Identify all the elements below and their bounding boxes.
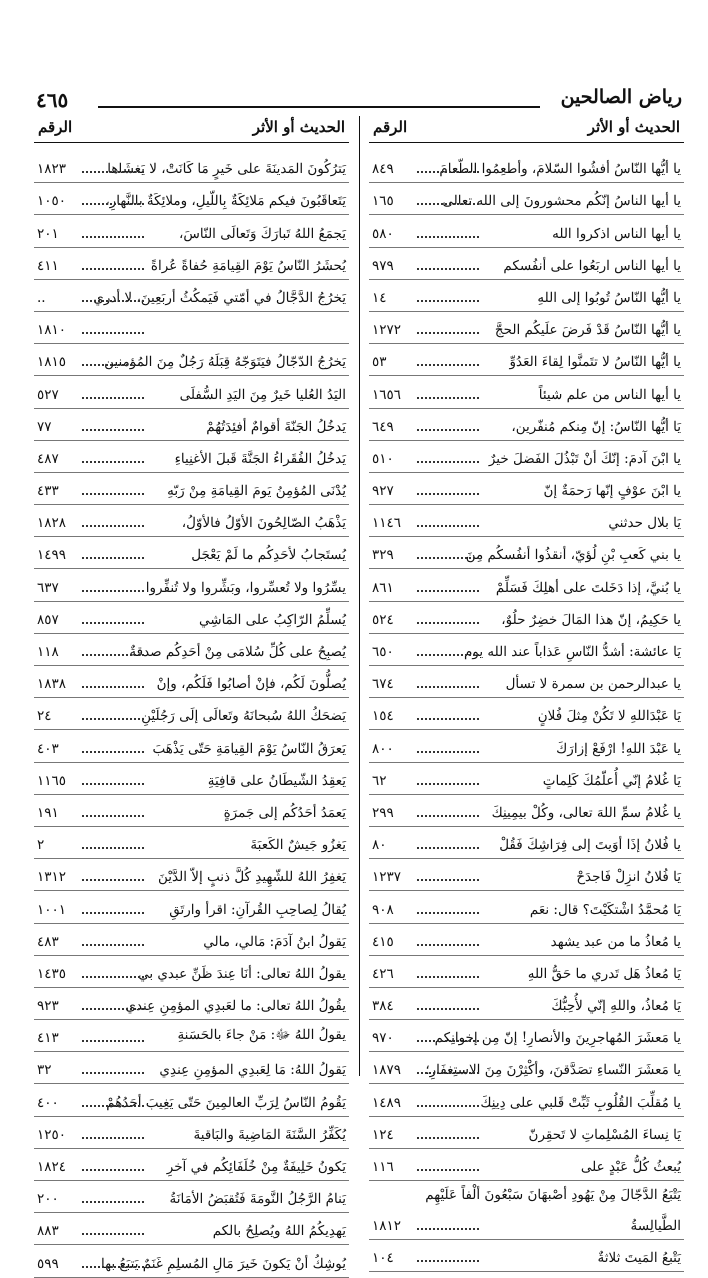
hadith-number: ١٦٥ [372,193,394,210]
leader-dots [82,1266,144,1268]
index-entry [369,473,684,505]
index-entry [369,698,684,730]
hadith-text: يقولُ اللهُ ﷻ: مَنْ جاءَ بالحَسَنةِ [177,1027,346,1044]
hadith-text: يَا مُحمَّدُ اشْتكَيْتَ؟ قال: نعَم [529,901,681,918]
leader-dots [82,1169,144,1171]
index-entry [34,795,349,827]
leader-dots [82,397,144,399]
leader-dots [417,429,479,431]
hadith-text: يسِّرُوا ولا تُعسِّروا، وبَشِّروا ولا تُنفِّروا [145,579,346,596]
hadith-number: ١٩١ [37,804,59,821]
hadith-text: يَعقِدُ الشّيطَانُ على قافِيَةِ [207,772,346,789]
index-entry [34,859,349,891]
hadith-number: ٤٨٣ [37,933,59,950]
leader-dots [82,557,144,559]
index-entry [34,1084,349,1116]
hadith-text: يا مَعشَرَ النّساءِ تصَدَّقنَ، وأكْثِرْنَ مِنَ الاستِغفَارِ؛ [425,1062,681,1079]
hadith-number: ١٨٢٨ [37,515,67,532]
index-entry [369,1020,684,1052]
index-entry [34,827,349,859]
leader-dots [82,1137,144,1139]
index-entry [369,344,684,376]
hadith-number: ٢ [37,837,45,854]
hadith-number: ٥١٠ [372,450,394,467]
index-entry [34,248,349,280]
hadith-number: ٨٥٧ [37,611,59,628]
index-entry [34,473,349,505]
hadith-text: يا عَبْدَ اللهِ! ارْفَعْ إزارَكَ [556,740,681,757]
hadith-text: يا أيُّها النّاسُ أفشُوا السّلامَ، وأطعِمُوا الطّعامَ [439,161,681,178]
hadith-number: ٦٥٠ [372,644,394,660]
hadith-number: ١٤٩٩ [37,547,67,564]
index-entry [34,505,349,537]
hadith-text: الطَّيالِسةُ [630,1218,681,1235]
leader-dots [417,1040,479,1042]
hadith-number: ٩٢٣ [37,998,59,1015]
hadith-number: ٥٢٧ [37,386,59,403]
number-column-heading: الرقم [373,118,408,136]
hadith-number: ١٢٥٠ [37,1126,67,1143]
right-entries [369,151,684,1272]
leader-dots [417,879,479,881]
hadith-number: ٤١٣ [37,1030,59,1047]
leader-dots [82,718,144,720]
hadith-text: يَقولُ ابنُ آدَمَ: مَالي، مالي [203,933,346,950]
hadith-number: ٦٢ [372,772,387,789]
hadith-text: يَا عائشة: أشدُّ النّاسِ عَذاباً عند الله يوم [464,644,681,660]
hadith-number: ٢٠٠ [37,1191,59,1208]
hadith-number: ٤١٥ [372,933,394,950]
leader-dots [417,783,479,785]
leader-dots [82,1105,144,1107]
hadith-number: ٧٧ [37,418,52,435]
hadith-number: ١٨٢٣ [37,161,67,178]
index-entry [369,859,684,891]
hadith-number: ٩٠٨ [372,901,394,918]
leader-dots [82,879,144,881]
hadith-text: يَا عَبْدَاللهِ لا تَكُنْ مِثلَ فُلانٍ [537,708,681,725]
hadith-number: ١٨١٥ [37,354,67,371]
leader-dots [417,847,479,849]
hadith-number: ١١٦ [372,1159,394,1175]
hadith-text: يا مَعشَرَ المُهاجرِينَ والأنصارِ! إنّ مِن إخوانِكم [434,1030,681,1047]
leader-dots [82,654,144,656]
leader-dots [417,236,479,238]
index-entry [34,602,349,634]
hadith-number: ٦٤٩ [372,418,394,435]
hadith-number: ١٢٣٧ [372,869,402,886]
leader-dots [417,1008,479,1010]
hadith-text: يَترُكُونَ المَدينَةَ على خَيرٍ مَا كَانَتْ، لا يَغشَاها [107,161,346,178]
hadith-text: يا ابْنَ عوْفٍ إنّها رَحمَةٌ إنّ [543,483,681,500]
hadith-text: يا عبدالرحمن بن سمرة لا تسأل [505,676,681,693]
hadith-number: ١٨١٢ [372,1218,402,1235]
hadith-number: ١٠٠١ [37,901,67,918]
leader-dots [417,944,479,946]
hadith-text: يا أيُّها النّاسُ لا تتَمنَّوا لِقاءَ العَدُوِّ [509,354,681,371]
hadith-number: ٥٨٠ [372,225,394,242]
index-entry [369,924,684,956]
leader-dots [417,1228,479,1230]
hadith-number: ١٥٤ [372,708,394,725]
leader-dots [82,590,144,592]
hadith-text: يَتْبَعُ الدَّجّالَ مِنْ يَهُودِ أصْبهَانَ سَبْعُونَ ألْفاً عَلَيْهِم [425,1187,681,1203]
hadith-text: يقُولُ اللهُ تعالى: ما لعَبدِي المؤمِنِ عِندي [125,998,346,1015]
leader-dots [417,397,479,399]
index-entry [369,666,684,698]
hadith-text: يَا أيُّها النّاسُ: إنّ مِنكم مُنفّرين، [511,418,681,435]
hadith-number: ٥٩٩ [37,1255,59,1272]
right-column [369,116,684,1272]
left-entries [34,151,349,1278]
hadith-text: يا ابْنَ آدمَ: إنّكَ أنْ تَبْذُلَ الفَضلَ خيرٌ [488,450,681,467]
index-entry [369,1149,684,1181]
index-entry [369,1084,684,1116]
column-divider [359,116,360,1076]
index-entry [369,827,684,859]
leader-dots [417,1072,479,1074]
hadith-number: ١٨١٠ [37,322,67,339]
index-entry [34,698,349,730]
hadith-text: يا أيها الناسُ إنّكُم محشورونَ إلى الله تعالى [442,193,681,210]
hadith-number: ٣٨٤ [372,998,394,1015]
hadith-number: ١٤٣٥ [37,965,67,982]
leader-dots [417,203,479,205]
hadith-text: يا حَكِيمُ، إنّ هذا المَالَ خضِرٌ حلُوٌ، [501,611,681,628]
index-entry [369,956,684,988]
index-entry [34,763,349,795]
hadith-text: يَغفِرُ اللهُ للشّهِيدِ كُلَّ ذنبٍ إلاّ الدَّيْنَ [158,869,346,886]
hadith-text: يا أيها الناس اذكروا الله [552,225,681,242]
hadith-number: ١٢٤ [372,1126,394,1143]
hadith-text: يُصبِحُ على كُلِّ سُلامَى مِنْ أحَدِكُم صدقةٌ [129,644,346,660]
leader-dots [82,622,144,624]
hadith-number: .. [37,289,46,306]
hadith-number: ٨٠٠ [372,740,394,757]
index-entry [369,376,684,408]
leader-dots [417,590,479,592]
hadith-text: يَتَعاقَبُونَ فيكم مَلائِكَةٌ بِاللّيلِ، وملائِكَةٌ بالنَّهارِ، [105,193,346,210]
index-entry [34,1052,349,1084]
index-entry [34,215,349,247]
hadith-text: يَهدِيكُمُ اللهُ ويُصلِحُ بالكم [212,1223,346,1240]
index-entry [34,537,349,569]
hadith-number: ١٨٧٩ [372,1062,402,1079]
left-column-header [34,116,349,143]
index-entry [34,344,349,376]
hadith-text: يقولُ اللهُ تعالى: أنَا عِندَ ظَنِّ عبدي بي [138,965,346,982]
index-entry [34,151,349,183]
page-header [34,86,684,112]
leader-dots [82,847,144,849]
leader-dots [82,1072,144,1074]
hadith-text: يا مُعاذُ ما من عبد يشهد [550,933,681,950]
index-entry [34,1245,349,1277]
hadith-text: يَقُومُ النّاسُ لِرَبِّ العالمِينَ حَتّى يَغِيبَ أحَدُهُمْ [106,1094,346,1111]
hadith-number: ٨٠ [372,837,387,854]
leader-dots [417,1169,479,1171]
hadith-number: ١١٨ [37,644,59,660]
index-entry [34,956,349,988]
leader-dots [82,686,144,688]
hadith-text: يا أيها الناس من علم شيئاً [538,386,681,403]
index-entry [369,1240,684,1272]
hadith-number: ١٨٢٤ [37,1159,67,1175]
hadith-number: ٤٠٣ [37,740,59,757]
hadith-number: ٢٠١ [37,225,59,242]
hadith-number: ١٨٣٨ [37,676,67,693]
hadith-text: يَا مُعاذُ هَل تَدري ما حَقُّ اللهِ [527,965,681,982]
hadith-text: يُدْنَى المُؤمِنُ يَومَ القِيامَةِ مِنْ رَبّهِ [167,483,346,500]
leader-dots [82,783,144,785]
index-entry [34,1020,349,1052]
leader-dots [82,364,144,366]
index-entry [34,634,349,666]
index-entry [34,891,349,923]
hadith-number: ٣٢٩ [372,547,394,564]
leader-dots [82,171,144,173]
hadith-number: ٥٢٤ [372,611,394,628]
hadith-text: يُبعثُ كُلُّ عَبْدٍ على [580,1159,681,1175]
leader-dots [82,751,144,753]
index-entry [34,312,349,344]
index-entry [369,1052,684,1084]
hadith-text: يَكونُ خَلِيفَةٌ مِنْ خُلَفَائِكُم في آخرِ [166,1159,346,1175]
leader-dots [82,203,144,205]
hadith-number: ٤٠٠ [37,1094,59,1111]
hadith-text: يَدخُلُ الفُقَراءُ الجَنَّةَ قَبلَ الأغنِياءِ [174,450,346,467]
hadith-column-heading: الحديث أو الأثر [252,118,345,136]
leader-dots [417,718,479,720]
index-entry [34,988,349,1020]
hadith-text: اليَدُ العُليا خَيرٌ مِنَ اليَدِ السُّفلَى [179,386,346,403]
hadith-text: يُقالُ لِصاحِبِ القُرآنِ: اقرأ وارتَقِ [169,901,346,918]
index-entry [34,666,349,698]
leader-dots [82,944,144,946]
hadith-column-heading: الحديث أو الأثر [587,118,680,136]
hadith-number: ١٣١٢ [37,869,67,886]
leader-dots [417,1260,479,1262]
leader-dots [417,364,479,366]
hadith-text: يا فُلانُ إذَا أوَيتَ إلى فِرَاشِكَ فَقُلْ [499,837,681,854]
leader-dots [417,493,479,495]
hadith-number: ١٢٧٢ [372,322,402,339]
hadith-text: يَضحَكُ اللهُ سُبحانَهُ وتَعالَى إلَى رَجُلَيْنِ [141,708,346,725]
book-title: رياض الصالحين [560,86,682,108]
index-entry [34,730,349,762]
hadith-number: ٤٣٣ [37,483,59,500]
index-entry [34,409,349,441]
hadith-number: ١٤ [372,289,387,306]
hadith-number: ٢٤ [37,708,52,725]
index-entry [34,1117,349,1149]
index-entry [369,634,684,666]
leader-dots [417,686,479,688]
hadith-text: يَا بلال حدثني [608,515,681,532]
hadith-text: يَنامُ الرَّجُلُ النَّومَةَ فَتُقبَضُ الأمَانَةُ [169,1191,346,1208]
hadith-text: يَذْهَبُ الصّالِحُونَ الأوّلُ فالأوّلُ، [181,515,346,532]
leader-dots [417,976,479,978]
hadith-text: يُوشِكُ أنْ يَكونَ خَيرَ مَالِ المُسلِمِ غَنَمٌ يَتبَعُ بها [100,1255,346,1272]
hadith-text: يَغزُو جَيشٌ الكَعبَةَ [250,837,346,854]
hadith-number: ٣٢ [37,1062,52,1079]
leader-dots [82,1201,144,1203]
hadith-number: ٤١١ [37,257,59,274]
hadith-number: ٤٨٧ [37,450,59,467]
index-entry [369,312,684,344]
leader-dots [82,912,144,914]
index-entry [369,763,684,795]
hadith-number: ٤٢٦ [372,965,394,982]
hadith-text: يَجمَعُ اللهُ تَبارَكَ وَتَعالَى النّاسَ، [179,225,346,242]
index-entry [34,924,349,956]
index-entry [369,409,684,441]
hadith-number: ٨٤٩ [372,161,394,178]
index-columns [34,116,684,1272]
leader-dots [82,815,144,817]
leader-dots [417,300,479,302]
hadith-text: يَقولُ اللهُ: مَا لِعَبدِي المؤمِنِ عِندِي [159,1062,346,1079]
leader-dots [417,268,479,270]
index-entry [34,441,349,473]
leader-dots [417,332,479,334]
index-entry [369,569,684,601]
index-entry [369,1181,684,1208]
hadith-number: ١١٤٦ [372,515,402,532]
index-entry [369,441,684,473]
index-entry [34,280,349,312]
page-number: ٤٦٥ [36,88,69,112]
index-entry [369,215,684,247]
hadith-text: يَخرُجُ الدَّجَّالُ في أمّتي فَيَمكُثُ أربَعِينَ، لا أدري [93,289,346,306]
leader-dots [82,461,144,463]
hadith-text: يا أيُّها النّاسُ تُوبُوا إلى اللهِ [537,289,681,306]
hadith-text: يَا غُلامُ إنّي أُعلّمُكَ كَلِماتٍ [542,772,681,789]
index-entry [369,151,684,183]
hadith-text: يَعمَدُ أحَدُكُم إلى جَمرَةٍ [223,804,346,821]
index-entry [34,569,349,601]
hadith-number: ٩٧٩ [372,257,394,274]
index-entry [369,248,684,280]
hadith-text: يا بني كَعبِ بْنِ لُؤيّ، أنقذُوا أنفُسكُم مِنَ [465,547,681,564]
leader-dots [82,1008,144,1010]
leader-dots [82,332,144,334]
hadith-text: يُكَفِّرُ السَّنَةَ المَاضِيةَ والبَاقيةَ [193,1126,346,1143]
leader-dots [417,751,479,753]
index-entry [369,730,684,762]
index-entry [369,891,684,923]
hadith-text: يا مُقلِّبَ القُلُوبِ ثَبِّتْ قَلبي على دِينِكَ [480,1094,681,1111]
hadith-number: ٢٩٩ [372,804,394,821]
hadith-text: يا بُنيَّ، إذا دَخَلتَ على أهلِكَ فَسَلِّمْ [495,579,681,596]
index-entry [369,183,684,215]
hadith-text: يَا نِساءَ المُسْلِماتِ لا تَحقِرنّ [528,1126,681,1143]
hadith-text: يَا فُلانُ انزِلْ فَاجدَحْ [576,869,681,886]
leader-dots [417,171,479,173]
hadith-text: يَتْبعُ المَيتَ ثلاثةٌ [597,1250,681,1267]
index-entry [34,183,349,215]
hadith-number: ١١٦٥ [37,772,67,789]
header-rule [98,106,540,108]
index-entry [369,537,684,569]
hadith-number: ١٠٥٠ [37,193,67,210]
number-column-heading: الرقم [38,118,73,136]
leader-dots [417,622,479,624]
leader-dots [82,525,144,527]
hadith-number: ١٠٤ [372,1250,394,1267]
leader-dots [82,300,144,302]
hadith-text: يا غُلامُ سمِّ اللهَ تعالى، وكُلْ بيمِينِكَ [491,804,681,821]
index-entry [369,505,684,537]
leader-dots [82,1040,144,1042]
hadith-text: يُصلُّونَ لَكُم، فإنْ أصابُوا فَلَكُم، وإنْ [156,676,346,693]
index-entry [369,280,684,312]
index-entry [369,795,684,827]
hadith-number: ٥٣ [372,354,387,371]
leader-dots [417,815,479,817]
leader-dots [82,1233,144,1235]
index-entry [34,1213,349,1245]
leader-dots [82,429,144,431]
index-entry [34,1149,349,1181]
leader-dots [417,912,479,914]
hadith-number: ٦٣٧ [37,579,59,596]
leader-dots [82,976,144,978]
index-entry [34,376,349,408]
hadith-number: ١٦٥٦ [372,386,402,403]
index-entry [34,1181,349,1213]
hadith-text: يَدخُلُ الجَنّةَ أقوامٌ أفئِدَتُهُمْ [206,418,346,435]
index-entry [369,602,684,634]
leader-dots [417,461,479,463]
hadith-number: ٩٧٠ [372,1030,394,1047]
hadith-text: يا أيها الناس اربَعُوا على أنفُسكم [503,257,681,274]
hadith-text: يُستَجابُ لأحَدِكُم ما لَمْ يَعْجَل [191,547,346,564]
right-column-header [369,116,684,143]
index-entry [369,988,684,1020]
leader-dots [417,1137,479,1139]
hadith-text: يُسلِّمُ الرّاكِبُ على المَاشِي [199,611,346,628]
leader-dots [417,557,479,559]
hadith-number: ٨٨٣ [37,1223,59,1240]
hadith-text: يَا مُعاذُ، واللهِ إنّي لأُحِبُّكَ [551,998,681,1015]
hadith-text: يا أيُّها النّاسُ قَدْ فَرضَ علَيكُم الحجَّ [494,322,681,339]
leader-dots [82,268,144,270]
left-column [34,116,349,1278]
hadith-number: ٩٢٧ [372,483,394,500]
leader-dots [82,493,144,495]
index-entry [369,1208,684,1240]
leader-dots [82,236,144,238]
leader-dots [417,654,479,656]
hadith-text: يُحشَرُ النّاسُ يَوْمَ القِيامَةِ حُفاةً عُراةً [150,257,346,274]
hadith-number: ١٤٨٩ [372,1094,402,1111]
leader-dots [417,525,479,527]
hadith-text: يَعرَقُ النّاسُ يَوْمَ القِيامَةِ حَتّى يَذْهَبَ [152,740,346,757]
index-entry [369,1117,684,1149]
hadith-number: ٨٦١ [372,579,394,596]
leader-dots [417,1105,479,1107]
hadith-text: يَخرُجُ الدّجّالُ فيَتَوَجّهُ قِبَلَهُ رَجُلٌ مِنَ المُؤمنين [104,354,346,371]
hadith-number: ٦٧٤ [372,676,394,693]
